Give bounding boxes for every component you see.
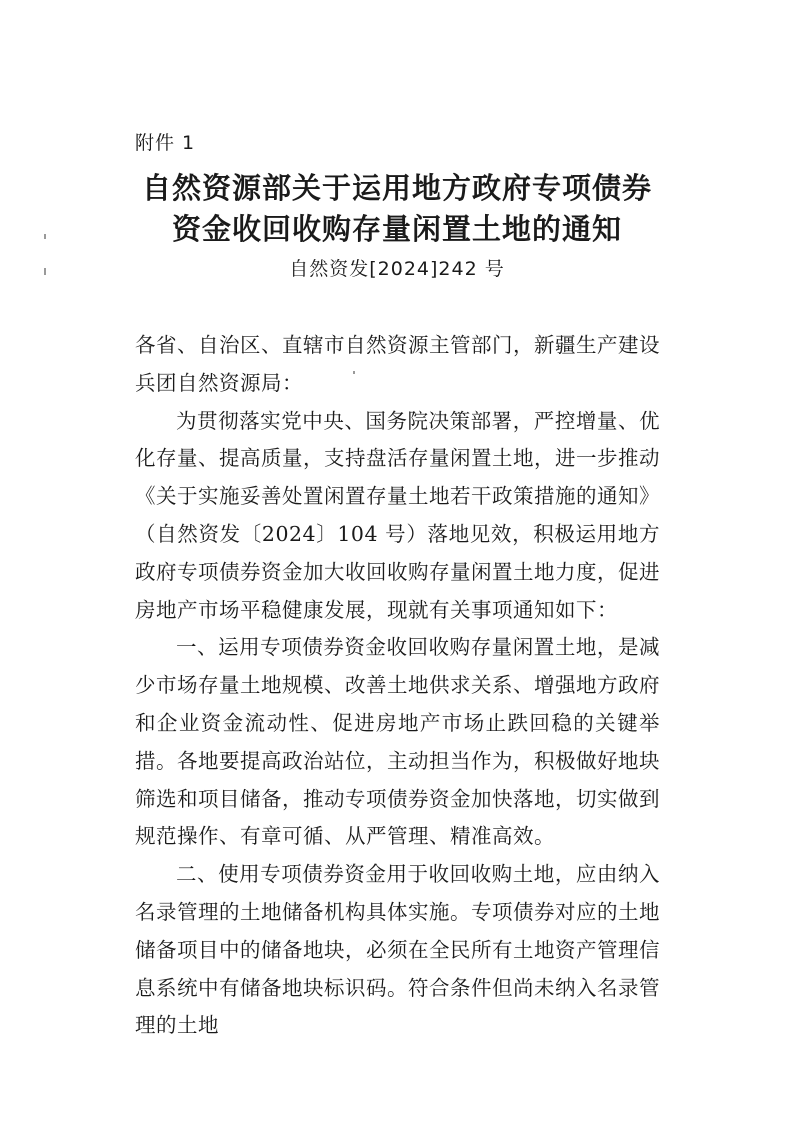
scan-speck [44, 234, 46, 239]
document-title-line-1: 自然资源部关于运用地方政府专项债券 [141, 171, 652, 205]
addressee: 各省、自治区、直辖市自然资源主管部门，新疆生产建设兵团自然资源局： [135, 333, 660, 395]
document-title-line-2: 资金收回收购存量闲置土地的通知 [171, 212, 622, 246]
scan-speck [44, 268, 46, 275]
body-paragraph-2: 二、使用专项债券资金用于收回收购土地，应由纳入名录管理的土地储备机构具体实施。专项债券对应的土地储备项目中的储备地块，必须在全民所有土地资产管理信息系统中有储备地块标识码。符合条件但尚未纳入名录管理的土地 [135, 862, 660, 1038]
body-paragraph-1: 一、运用专项债券资金收回收购存量闲置土地，是减少市场存量土地规模、改善土地供求关系、增强地方政府和企业资金流动性、促进房地产市场止跌回稳的关键举措。各地要提高政治站位，主动担当作为，积极做好地块筛选和项目储备，推动专项债券资金加快落地，切实做到规范操作、有章可循、从严管理、精准高效。 [135, 635, 660, 849]
document-number: 自然资发[2024]242 号 [289, 258, 505, 280]
document-body [135, 327, 660, 1045]
body-paragraph-intro: 为贯彻落实党中央、国务院决策部署，严控增量、优化存量、提高质量，支持盘活存量闲置土地，进一步推动《关于实施妥善处置闲置存量土地若干政策措施的通知》（自然资发〔2024〕104 号）落地见效，积极运用地方政府专项债券资金加大收回收购存量闲置土地力度，促进房地产市场平稳健康发展，现就有关事项通知如下： [135, 408, 660, 622]
scan-speck [353, 371, 355, 374]
attachment-label: 附件 1 [135, 132, 196, 154]
